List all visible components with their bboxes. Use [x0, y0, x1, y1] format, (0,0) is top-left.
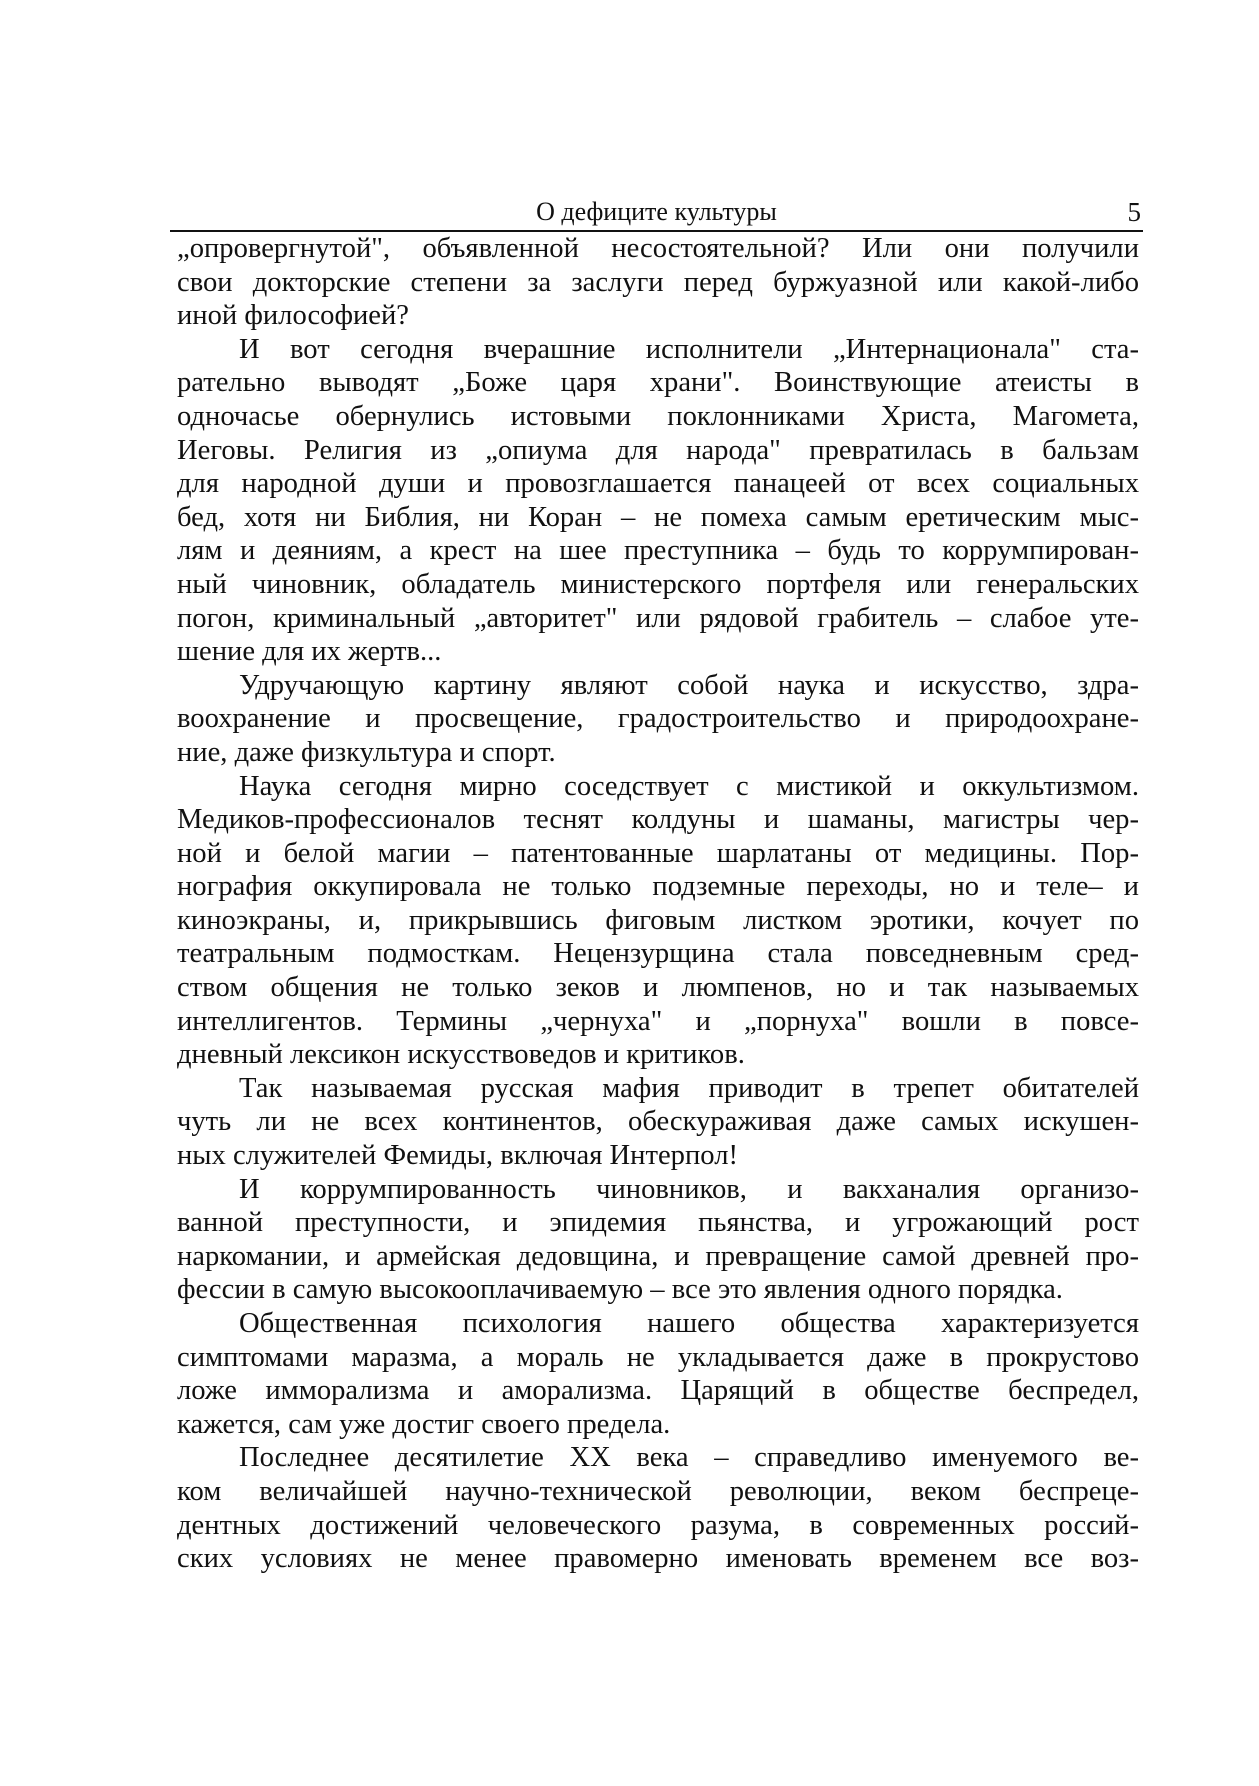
- text-line: иной философией?: [177, 300, 409, 332]
- paragraph: [177, 1173, 1139, 1307]
- text-line: театральным подмосткам. Нецензурщина стала повседневным сред-: [177, 938, 1139, 970]
- text-line: нография оккупировала не только подземные переходы, но и теле– и: [177, 871, 1139, 903]
- text-line: ком величайшей научно-технической революции, веком беспреце-: [177, 1475, 1139, 1507]
- text-line: свои докторские степени за заслуги перед буржуазной или какой-либо: [177, 266, 1139, 298]
- text-line: шение для их жертв...: [177, 636, 442, 668]
- text-line: погон, криминальный „авторитет" или рядовой грабитель – слабое уте-: [177, 602, 1139, 634]
- body-text: [177, 232, 1139, 1576]
- text-line: Так называемая русская мафия приводит в трепет обитателей: [239, 1072, 1139, 1104]
- text-line: киноэкраны, и, прикрывшись фиговым листком эротики, кочует по: [177, 904, 1139, 936]
- text-line: интеллигентов. Термины „чернуха" и „порнуха" вошли в повсе-: [177, 1005, 1139, 1037]
- text-line: Медиков-профессионалов теснят колдуны и шаманы, магистры чер-: [177, 804, 1139, 836]
- text-line: ный чиновник, обладатель министерского портфеля или генеральских: [177, 568, 1139, 600]
- text-line: одночасье обернулись истовыми поклонниками Христа, Магомета,: [177, 400, 1139, 432]
- running-header: [170, 196, 1143, 232]
- text-line: „опровергнутой", объявленной несостоятельной? Или они получили: [177, 233, 1139, 264]
- page-number: 5: [1127, 197, 1141, 227]
- text-line: ных служителей Фемиды, включая Интерпол!: [177, 1140, 738, 1172]
- text-line: И вот сегодня вчерашние исполнители „Интернационала" ста-: [239, 333, 1139, 365]
- paragraph: [177, 333, 1139, 669]
- text-line: Наука сегодня мирно соседствует с мистикой и оккультизмом.: [239, 770, 1139, 802]
- text-line: дневный лексикон искусствоведов и критиков.: [177, 1039, 745, 1071]
- paragraph: [177, 232, 1139, 333]
- paragraph: [177, 1441, 1139, 1575]
- paragraph: [177, 770, 1139, 1072]
- running-title: О дефиците культуры: [536, 197, 777, 226]
- text-line: наркомании, и армейская дедовщина, и превращение самой древней про-: [177, 1240, 1139, 1272]
- text-line: Общественная психология нашего общества характеризуется: [239, 1308, 1139, 1339]
- text-line: Последнее десятилетие XX века – справедливо именуемого ве-: [239, 1442, 1139, 1474]
- text-line: ной и белой магии – патентованные шарлатаны от медицины. Пор-: [177, 837, 1139, 869]
- paragraph: [177, 1307, 1139, 1441]
- text-line: кажется, сам уже достиг своего предела.: [177, 1408, 671, 1440]
- text-line: ством общения не только зеков и люмпенов, но и так называемых: [177, 972, 1139, 1004]
- text-line: И коррумпированность чиновников, и вакханалия организо-: [239, 1173, 1139, 1205]
- text-line: Удручающую картину являют собой наука и искусство, здра-: [239, 669, 1139, 701]
- text-line: ние, даже физкультура и спорт.: [177, 736, 556, 768]
- text-line: бед, хотя ни Библия, ни Коран – не помеха самым еретическим мыс-: [177, 501, 1139, 533]
- paragraph: [177, 1072, 1139, 1173]
- text-line: чуть ли не всех континентов, обескураживая даже самых искушен-: [177, 1106, 1139, 1138]
- text-line: дентных достижений человеческого разума, в современных россий-: [177, 1509, 1139, 1541]
- text-line: ванной преступности, и эпидемия пьянства, и угрожающий рост: [177, 1207, 1139, 1239]
- text-line: для народной души и провозглашается панацеей от всех социальных: [177, 468, 1139, 500]
- text-line: ложе имморализма и аморализма. Царящий в обществе беспредел,: [177, 1375, 1139, 1407]
- text-line: лям и деяниям, а крест на шее преступника – будь то коррумпирован-: [177, 535, 1139, 567]
- text-line: воохранение и просвещение, градостроительство и природоохране-: [177, 703, 1139, 735]
- text-line: симптомами маразма, а мораль не укладывается даже в прокрустово: [177, 1341, 1139, 1373]
- text-line: фессии в самую высокооплачиваемую – все это явления одного порядка.: [177, 1274, 1063, 1306]
- paragraph: [177, 669, 1139, 770]
- text-line: Иеговы. Религия из „опиума для народа" превратилась в бальзам: [177, 434, 1139, 466]
- text-line: ских условиях не менее правомерно именовать временем все воз-: [177, 1543, 1139, 1575]
- text-line: рательно выводят „Боже царя храни". Воинствующие атеисты в: [177, 367, 1139, 399]
